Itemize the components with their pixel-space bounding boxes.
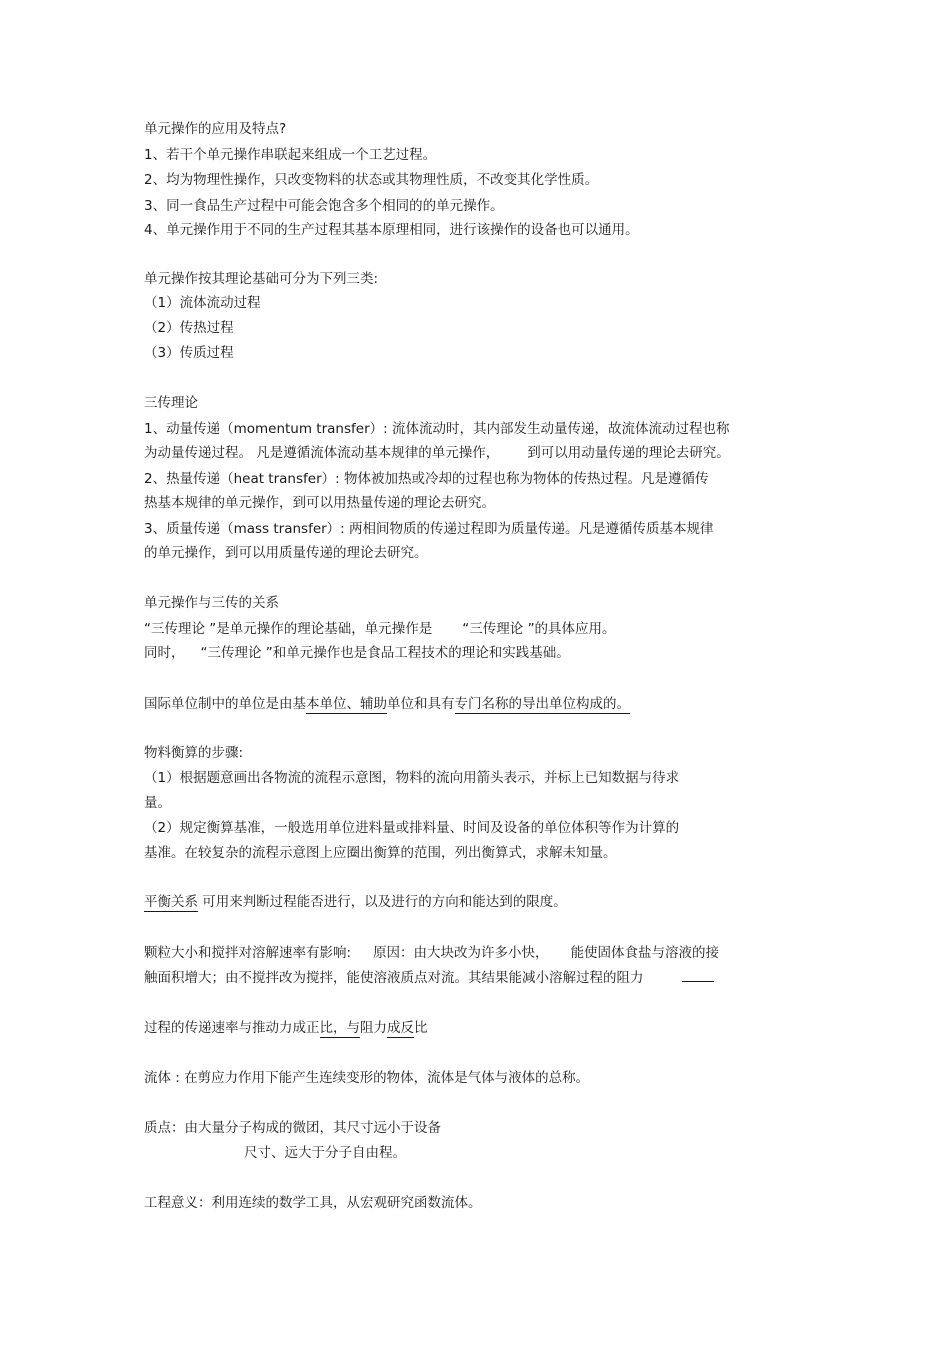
relationship-line-1-part-2: “三传理论 ”的具体应用。 xyxy=(462,621,616,637)
heading-material-balance: 物料衡算的步骤: xyxy=(144,745,244,761)
momentum-transfer-line-2 xyxy=(144,444,730,462)
engineering-significance: 工程意义：利用连续的数学工具，从宏观研究函数流体。 xyxy=(144,1195,482,1211)
class-item-2: （2）传热过程 xyxy=(144,320,234,336)
transfer-rate-pre: 过程的传递速率与推动力成正 xyxy=(144,1020,320,1036)
dissolution-line-1 xyxy=(144,944,719,962)
class-item-1: （1）流体流动过程 xyxy=(144,295,261,311)
mass-transfer-line-2: 的单元操作，到可以用质量传递的理论去研究。 xyxy=(144,545,428,561)
si-units-line xyxy=(144,695,630,713)
equilibrium-rest: 可用来判断过程能否进行，以及进行的方向和能达到的限度。 xyxy=(198,894,567,910)
transfer-rate-post: 比 xyxy=(414,1020,428,1036)
relationship-line-2-part-2: “三传理论 ”和单元操作也是食品工程技术的理论和实践基础。 xyxy=(200,645,570,661)
transfer-rate-line xyxy=(144,1019,428,1037)
relationship-line-1 xyxy=(144,620,616,638)
fluid-definition: 流体 : 在剪应力作用下能产生连续变形的物体，流体是气体与液体的总称。 xyxy=(144,1070,590,1086)
material-balance-step-1-line-2: 量。 xyxy=(144,795,171,811)
si-units-pre: 国际单位制中的单位是由基 xyxy=(144,696,306,712)
dissolution-part-2: 原因：由大块改为许多小快， xyxy=(373,945,549,961)
heat-transfer-line-1: 2、热量传递（heat transfer）: 物体被加热或冷却的过程也称为物体的传热过程。凡是遵循传 xyxy=(144,471,709,487)
heading-classification: 单元操作按其理论基础可分为下列三类: xyxy=(144,271,379,287)
particle-definition-line-1: 质点：由大量分子构成的微团，其尺寸远小于设备 xyxy=(144,1120,441,1136)
heading-unit-operation-features: 单元操作的应用及特点? xyxy=(144,121,287,137)
dissolution-line-2-text: 触面积增大；由不搅拌改为搅拌，能使溶液质点对流。其结果能减小溶解过程的阻力 xyxy=(144,970,644,986)
material-balance-step-1-line-1: （1）根据题意画出各物流的流程示意图，物料的流向用箭头表示，并标上已知数据与待求 xyxy=(144,770,680,786)
feature-item-4: 4、单元操作用于不同的生产过程其基本原理相同，进行该操作的设备也可以通用。 xyxy=(144,222,639,238)
material-balance-step-2-line-1: （2）规定衡算基准，一般选用单位进料量或排料量、时间及设备的单位体积等作为计算的 xyxy=(144,820,680,836)
heading-relationship: 单元操作与三传的关系 xyxy=(144,595,279,611)
relationship-line-2 xyxy=(144,644,570,662)
momentum-transfer-line-2-part-1: 为动量传递过程。 凡是遵循流体流动基本规律的单元操作， xyxy=(144,445,500,461)
material-balance-step-2-line-2: 基准。在较复杂的流程示意图上应圈出衡算的范围，列出衡算式，求解未知量。 xyxy=(144,845,617,861)
transfer-rate-underline-2: 成反 xyxy=(387,1020,414,1036)
dissolution-line-2 xyxy=(144,969,714,987)
momentum-transfer-line-1: 1、动量传递（momentum transfer）: 流体流动时，其内部发生动量传递，故流体流动过程也称 xyxy=(144,421,730,437)
equilibrium-line xyxy=(144,893,567,911)
feature-item-1: 1、若干个单元操作串联起来组成一个工艺过程。 xyxy=(144,147,437,163)
equilibrium-underlined-term: 平衡关系 xyxy=(144,894,198,910)
transfer-rate-mid: 阻力 xyxy=(360,1020,387,1036)
dissolution-part-3: 能使固体食盐与溶液的接 xyxy=(570,945,720,961)
feature-item-2: 2、均为物理性操作，只改变物料的状态或其物理性质，不改变其化学性质。 xyxy=(144,172,599,188)
momentum-transfer-line-2-part-2: 到可以用动量传递的理论去研究。 xyxy=(527,445,730,461)
dissolution-part-1: 颗粒大小和搅拌对溶解速率有影响: xyxy=(144,945,352,961)
particle-definition-line-2: 尺寸、远大于分子自由程。 xyxy=(244,1145,406,1161)
relationship-line-1-part-1: “三传理论 ”是单元操作的理论基础，单元操作是 xyxy=(144,621,433,637)
feature-item-3: 3、同一食品生产过程中可能会饱含多个相同的的单元操作。 xyxy=(144,198,504,214)
transfer-rate-underline-1: 比，与 xyxy=(319,1020,360,1036)
si-units-underline-2: 专门名称的导出单位构成的。 xyxy=(454,696,630,712)
heading-three-transfer-theory: 三传理论 xyxy=(144,395,198,411)
heat-transfer-line-2: 热基本规律的单元操作，到可以用热量传递的理论去研究。 xyxy=(144,495,495,511)
si-units-mid: 单位和具有 xyxy=(387,696,455,712)
relationship-line-2-part-1: 同时， xyxy=(144,645,185,661)
fill-in-blank xyxy=(682,969,714,982)
class-item-3: （3）传质过程 xyxy=(144,345,234,361)
mass-transfer-line-1: 3、质量传递（mass transfer）: 两相间物质的传递过程即为质量传递。凡是遵循传质基本规律 xyxy=(144,521,714,537)
si-units-underline-1: 本单位、辅助 xyxy=(306,696,387,712)
